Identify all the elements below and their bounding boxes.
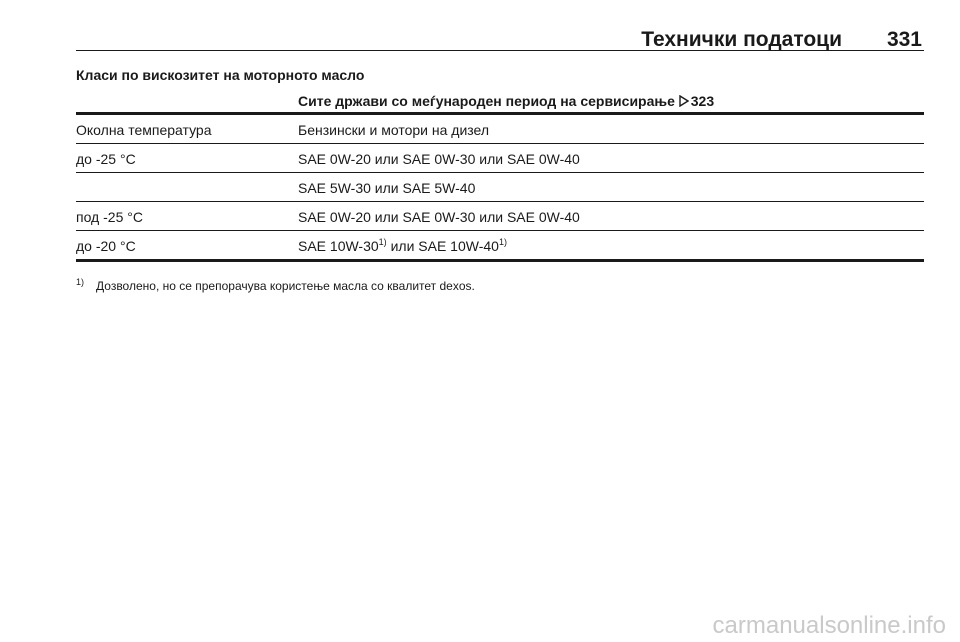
cell-oil-grade: SAE 5W-30 или SAE 5W-40 [298, 180, 476, 196]
table-heading-text: Сите држави со меѓународен период на сервисирање [298, 93, 675, 109]
footnote-ref: 1) [498, 237, 507, 247]
table-heading-row [76, 88, 924, 115]
page-number: 331 [886, 28, 922, 51]
cell-oil-grade [298, 238, 507, 254]
page-header [76, 26, 924, 51]
footnote-text: Дозволено, но се препорачува користење масла со квалитет dexos. [96, 279, 475, 293]
watermark: carmanualsonline.info [712, 612, 946, 639]
cell-oil-grade: SAE 0W-20 или SAE 0W-30 или SAE 0W-40 [298, 209, 580, 225]
cell-temperature: под -25 °C [76, 209, 143, 225]
cell-temperature: до -25 °C [76, 151, 136, 167]
table-row [76, 231, 924, 262]
table-header-row [76, 115, 924, 144]
header-title: Технички податоци [641, 28, 842, 51]
oil-grade-a: SAE 10W-30 [298, 238, 379, 254]
footnote-ref: 1) [378, 237, 387, 247]
table-heading [298, 93, 714, 109]
section-title: Класи по вискозитет на моторното масло [76, 67, 365, 83]
footnote [76, 279, 475, 293]
reference-page-link[interactable]: 323 [690, 93, 715, 109]
cell-oil-grade: SAE 0W-20 или SAE 0W-30 или SAE 0W-40 [298, 151, 580, 167]
column-header-temperature: Околна температура [76, 122, 212, 138]
oil-grade-b: SAE 10W-40 [418, 238, 499, 254]
arrow-right-icon [679, 95, 689, 107]
viscosity-table [76, 88, 924, 262]
table-row [76, 144, 924, 173]
oil-separator: или [390, 238, 415, 254]
column-header-engines: Бензински и мотори на дизел [298, 122, 490, 138]
cell-temperature: до -20 °C [76, 238, 136, 254]
table-row [76, 173, 924, 202]
footnote-mark: 1) [76, 277, 85, 287]
table-row [76, 202, 924, 231]
